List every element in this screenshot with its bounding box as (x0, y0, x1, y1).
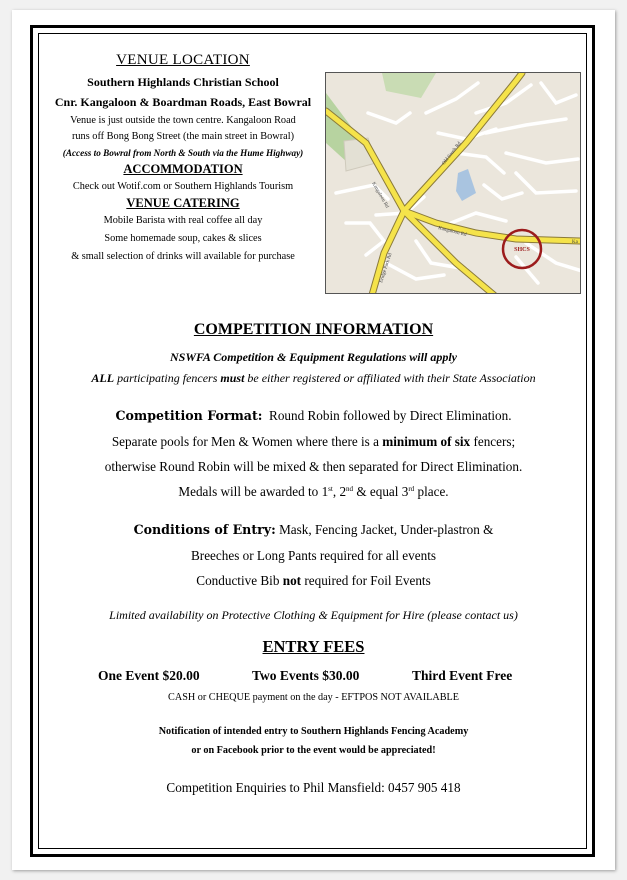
reg-must: must (220, 371, 245, 385)
format-text: Round Robin followed by Direct Elimination. (262, 408, 512, 423)
map-label-kangaloon-2: Kangaloon Rd (437, 226, 467, 238)
pools-bold: minimum of six (382, 434, 471, 449)
notify-line-2: or on Facebook prior to the event would be appreciated! (191, 745, 436, 756)
location-map (325, 72, 581, 294)
map-label-kangaloon: Kangaloon Rd (370, 181, 390, 210)
medals-post: place. (414, 484, 449, 499)
venue-school: Southern Highlands Christian School (87, 75, 279, 89)
pools-pre: Separate pools for Men & Women where there is a (111, 434, 383, 449)
regulations-line: NSWFA Competition & Equipment Regulations will apply (170, 350, 457, 364)
map-marker-label: SHCS (514, 247, 530, 253)
medals-mid2: & equal 3 (353, 484, 409, 499)
catering-line-3: & small selection of drinks will available for purchase (71, 251, 295, 262)
venue-access: (Access to Bowral from North & South via the Hume Highway) (62, 148, 304, 158)
conditions-line-2: Breeches or Long Pants required for all events (191, 548, 436, 563)
competition-heading: COMPETITION INFORMATION (193, 321, 434, 338)
map-graphic (326, 73, 581, 294)
conditions-label: Conditions of Entry: (133, 522, 276, 537)
bib-post: required for Foil Events (301, 573, 431, 588)
conditions-text: Mask, Fencing Jacket, Under-plastron & (275, 522, 494, 537)
map-label-oldsouth: Old South Rd (441, 141, 463, 167)
payment-line: CASH or CHEQUE payment on the day - EFTPOS NOT AVAILABLE (168, 692, 459, 703)
reg-mid: participating fencers (114, 371, 221, 385)
medals-mid: , 2 (332, 484, 347, 499)
catering-line-1: Mobile Barista with real coffee all day (103, 215, 263, 226)
registration-line (0, 371, 627, 386)
catering-heading: VENUE CATERING (126, 196, 240, 210)
map-label-eridge: Eridge Park Rd (379, 252, 394, 284)
conditions-line (0, 522, 627, 538)
venue-heading: VENUE LOCATION (116, 52, 250, 68)
fee-one-event: One Event $20.00 (98, 668, 200, 683)
bib-pre: Conductive Bib (196, 573, 283, 588)
bib-line (0, 573, 627, 589)
pools-post: fencers; (470, 434, 516, 449)
medals-st: st (328, 485, 333, 493)
accommodation-text: Check out Wotif.com or Southern Highlands Tourism (72, 181, 294, 192)
medals-line (0, 484, 627, 500)
hire-line: Limited availability on Protective Clothing & Equipment for Hire (please contact us) (109, 608, 518, 622)
format-label: Competition Format: (115, 408, 263, 423)
otherwise-line: otherwise Round Robin will be mixed & then separated for Direct Elimination. (104, 459, 523, 474)
format-line (0, 408, 627, 424)
pools-line (0, 434, 627, 450)
bib-bold: not (282, 573, 302, 588)
notify-line-1: Notification of intended entry to Southern Highlands Fencing Academy (158, 726, 469, 737)
map-label-other: Ka (572, 240, 578, 245)
venue-desc-2: runs off Bong Bong Street (the main street in Bowral) (71, 131, 294, 142)
fee-two-events: Two Events $30.00 (252, 668, 360, 683)
reg-all: ALL (91, 371, 115, 385)
venue-desc-1: Venue is just outside the town centre. Kangaloon Road (70, 115, 296, 126)
medals-pre: Medals will be awarded to 1 (178, 484, 329, 499)
enquiry-line: Competition Enquiries to Phil Mansfield: 0457 905 418 (166, 780, 461, 795)
medals-nd: nd (346, 485, 354, 493)
medals-rd: rd (408, 485, 415, 493)
venue-address: Cnr. Kangaloon & Boardman Roads, East Bowral (54, 95, 312, 109)
accommodation-heading: ACCOMMODATION (123, 162, 243, 176)
fee-third-event: Third Event Free (412, 668, 513, 683)
reg-end: be either registered or affiliated with their State Association (244, 371, 536, 385)
catering-line-2: Some homemade soup, cakes & slices (104, 233, 262, 244)
fees-heading: ENTRY FEES (262, 637, 365, 656)
venue-section (40, 52, 326, 265)
